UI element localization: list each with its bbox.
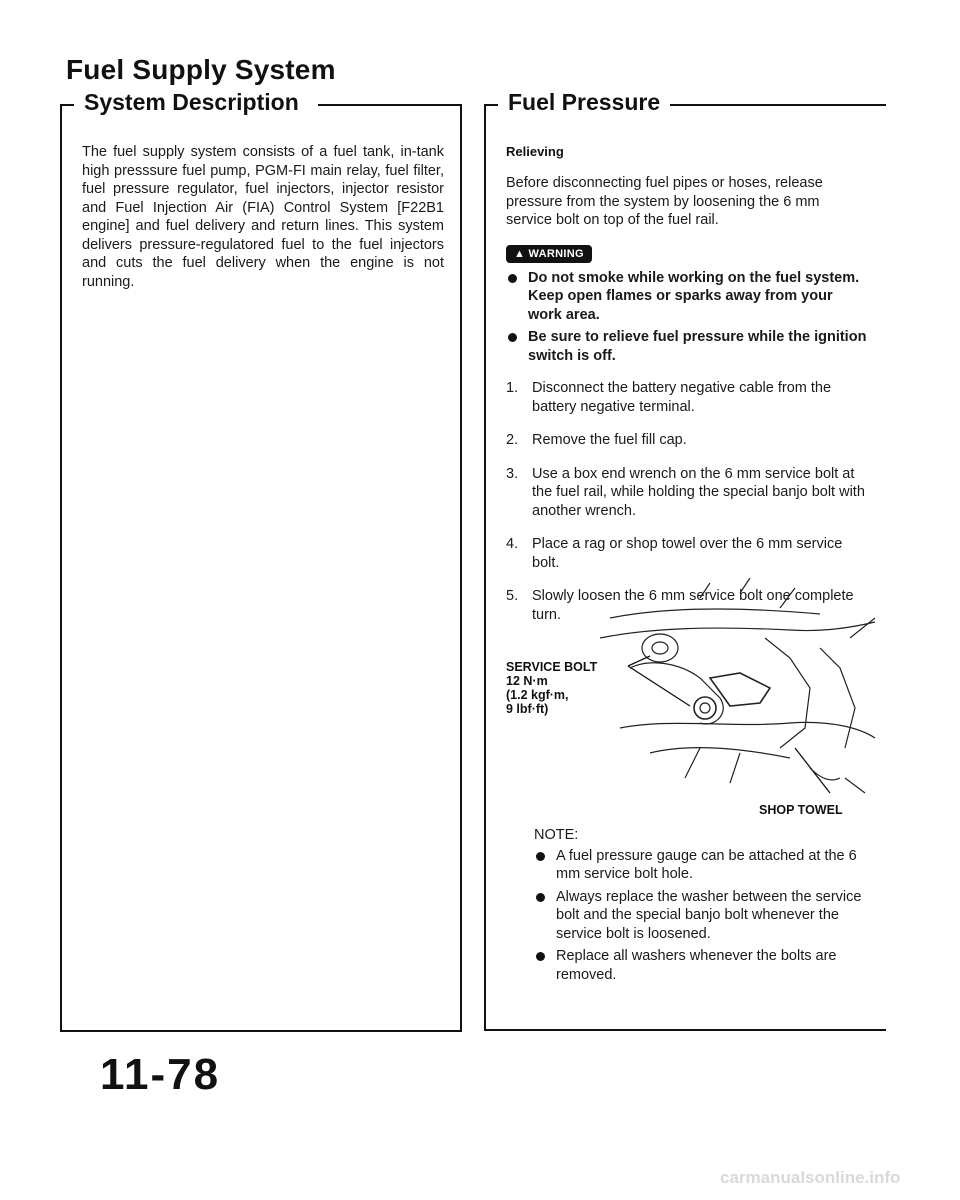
system-description-text: The fuel supply system consists of a fuel tank, in-tank high presssure fuel pump, PGM-FI main relay, fuel filter, fuel pressure regulator, fuel injectors, injector resistor and Fuel Injection Air (FIA) Control System [F22B1 engine] and fuel delivery and return lines. This system delivers pressure-regulatored fuel to the fuel injectors and cuts the fuel delivery when the engine is not running. (82, 144, 444, 290)
page-number: 11-78 (100, 1050, 221, 1099)
service-bolt-shape (694, 697, 716, 719)
bracket-line (630, 663, 723, 724)
warning-label: WARNING (528, 247, 584, 260)
footer-watermark: carmanualsonline.info (720, 1168, 901, 1187)
torque-spec-line: 12 N·m (506, 674, 548, 688)
bullet-icon (508, 274, 517, 283)
right-panel-top-tick (484, 104, 498, 106)
step-item: 5. Slowly loosen the 6 mm service bolt one complete turn. (506, 588, 854, 623)
engine-part-line (820, 648, 855, 748)
left-section-heading: System Description (78, 89, 309, 116)
warning-item: Be sure to relieve fuel pressure while the ignition switch is off. (506, 328, 868, 365)
warning-item: Do not smoke while working on the fuel system. Keep open flames or sparks away from your work area. (506, 269, 868, 325)
note-item: Always replace the washer between the service bolt and the special banjo bolt whenever the service bolt is loosened. (534, 888, 868, 944)
step-item: 3. Use a box end wrench on the 6 mm service bolt at the fuel rail, while holding the special banjo bolt with another wrench. (506, 465, 865, 519)
bullet-icon (536, 952, 545, 961)
step-item: 2. Remove the fuel fill cap. (506, 432, 687, 448)
hose-line (700, 578, 795, 608)
left-panel-top-tick (60, 104, 74, 106)
right-panel-left-border (484, 104, 486, 1030)
relieving-intro: Before disconnecting fuel pipes or hoses, release pressure from the system by loosening the 6 mm service bolt on top of the fuel rail. (506, 175, 823, 228)
service-bolt-illustration (590, 578, 880, 800)
bullet-icon (536, 893, 545, 902)
service-bolt-leader (628, 666, 690, 706)
note-label: NOTE: (534, 827, 579, 843)
bullet-icon (508, 333, 517, 342)
notes-list (534, 847, 868, 985)
left-panel-top-rule (318, 104, 460, 106)
fuel-rail-line (610, 609, 820, 618)
frame-line (685, 748, 740, 783)
note-item: A fuel pressure gauge can be attached at the 6 mm service bolt hole. (534, 847, 868, 884)
engine-part-line (765, 638, 810, 748)
torque-spec-line: (1.2 kgf·m, (506, 688, 569, 702)
warning-badge (506, 244, 868, 263)
notes-section (534, 826, 868, 988)
torque-spec-line: 9 lbf·ft) (506, 702, 549, 716)
service-bolt-label: SERVICE BOLT (506, 660, 598, 674)
right-panel-bottom-rule (484, 1029, 886, 1031)
bullet-icon (536, 852, 545, 861)
relieving-subheading: Relieving (506, 144, 564, 159)
frame-line (620, 722, 875, 738)
right-section-heading: Fuel Pressure (502, 89, 670, 116)
step-item: 1. Disconnect the battery negative cable from the battery negative terminal. (506, 380, 832, 415)
service-bolt-callout (506, 660, 597, 716)
shop-towel-label: SHOP TOWEL (759, 803, 843, 817)
page-title: Fuel Supply System (66, 54, 336, 85)
warning-list (506, 269, 868, 366)
frame-line (650, 748, 790, 758)
warning-triangle-icon: ▲ (514, 247, 526, 260)
right-content (506, 144, 868, 639)
right-panel-top-rule (664, 104, 886, 106)
step-item: 4. Place a rag or shop towel over the 6 mm service bolt. (506, 536, 843, 571)
shop-towel-leader (795, 748, 830, 793)
note-item: Replace all washers whenever the bolts are removed. (534, 947, 868, 984)
frame-line (845, 618, 875, 793)
fuel-rail-line (600, 622, 875, 638)
wrench-shape (710, 673, 770, 706)
banjo-fitting (652, 642, 668, 654)
service-bolt-shape (700, 703, 710, 713)
